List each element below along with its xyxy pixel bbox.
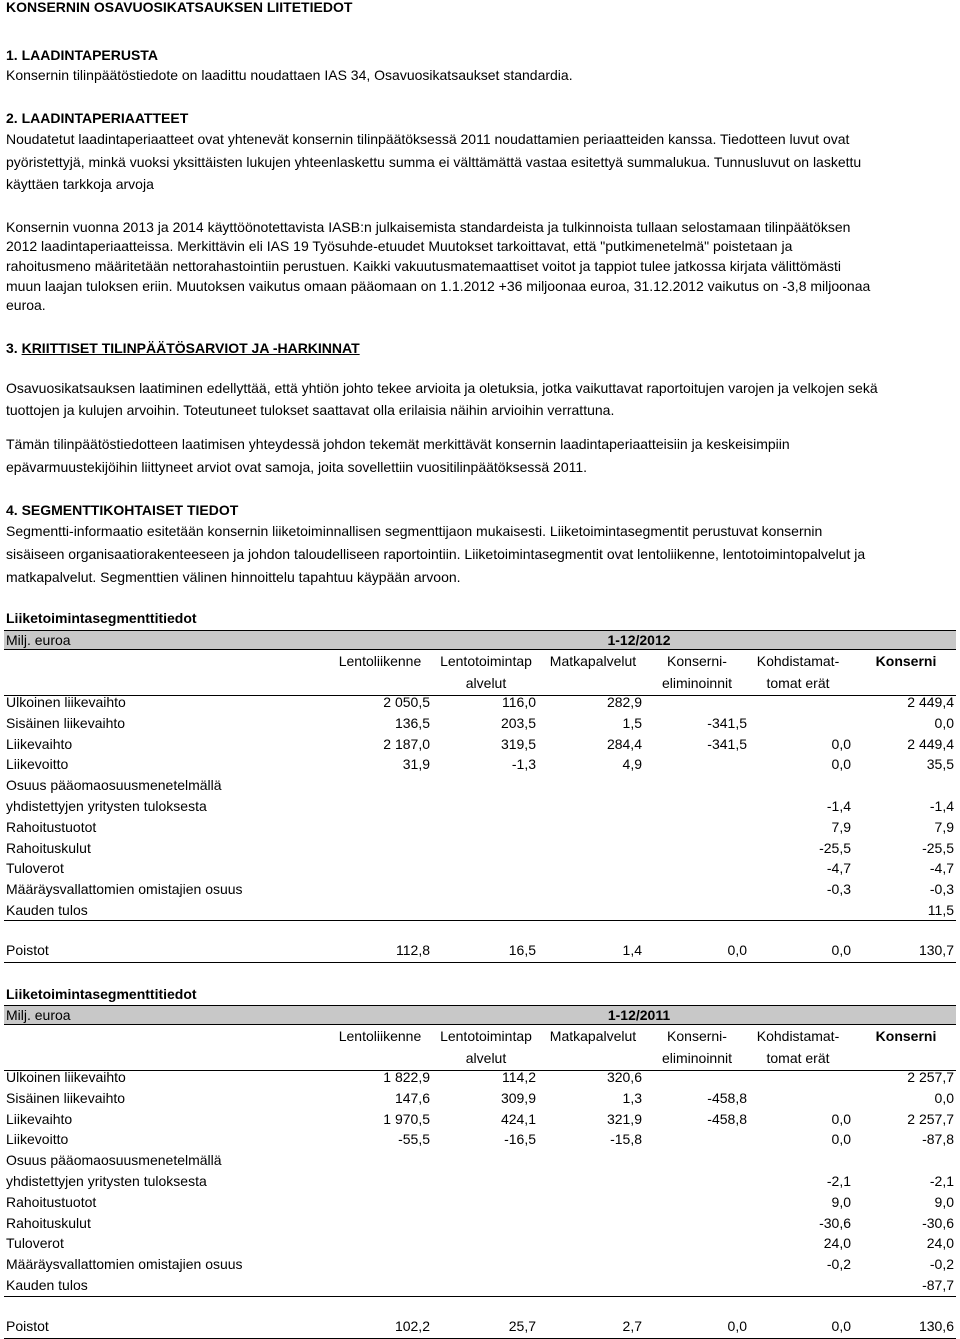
table-cell: 2 257,7: [907, 1110, 954, 1127]
table-cell: 24,0: [823, 1235, 851, 1252]
table-row: [4, 1131, 956, 1152]
table-cell: 16,5: [508, 942, 536, 958]
row-label: Osuus pääomaosuusmenetelmällä: [6, 777, 222, 794]
table-cell: -25,5: [922, 839, 954, 856]
table-cell: -1,3: [511, 756, 536, 773]
row-label: Tuloverot: [6, 860, 64, 877]
row-label: Sisäinen liikevaihto: [6, 714, 126, 731]
section-2-text-line: muun laajan tuloksen eriin. Muutoksen vaikutus omaan pääomaan on 1.1.2012 +36 miljoonaa euroa, 31.12.2012 vaikutus on -3,8 miljoonaa: [6, 278, 871, 294]
section-2-heading: 2. LAADINTAPERIAATTEET: [6, 110, 189, 126]
row-label: Liikevaihto: [6, 735, 73, 752]
period-label: 1-12/2011: [607, 1007, 671, 1023]
table-cell: -341,5: [707, 735, 747, 752]
table-cell: 0,0: [831, 1318, 851, 1334]
table-cell: 114,2: [502, 1069, 536, 1085]
table-cell: 4,9: [622, 756, 642, 773]
table-cell: 130,7: [918, 942, 954, 958]
table-row: [4, 1069, 956, 1090]
section-2-text-line: Noudatetut laadintaperiaatteet ovat yhtenevät konsernin tilinpäätöksessä 2011 noudattamien periaatteiden kanssa. Tiedotteen luvut ovat: [6, 131, 850, 147]
table-cell: -4,7: [826, 860, 851, 877]
table-row: [4, 881, 956, 902]
section-2-text-line: rahoitusmeno määritetään nettorahastointiin perustuen. Kaikki vakuutusmatemaattiset voitot ja tappiot tulee jatkossa kirjata välittömästi: [6, 258, 841, 274]
column-header-lentotoimintapalvelut: Lentotoimintap: [440, 1028, 532, 1044]
table-cell: 320,6: [606, 1069, 642, 1085]
column-header-eliminoinnit-2: eliminoinnit: [661, 675, 733, 691]
table-cell: 321,9: [606, 1110, 642, 1127]
table-cell: 0,0: [727, 1318, 747, 1334]
table-cell: 31,9: [402, 756, 430, 773]
table-cell: 0,0: [831, 756, 851, 773]
section-1-heading: 1. LAADINTAPERUSTA: [6, 47, 158, 63]
table-cell: 0,0: [934, 1089, 954, 1106]
row-label: Poistot: [6, 942, 49, 958]
table-cell: 2 449,4: [907, 735, 954, 752]
section-1-text: Konsernin tilinpäätöstiedote on laadittu noudattaen IAS 34, Osavuosikatsaukset standardia.: [6, 67, 573, 83]
table-cell: 136,5: [394, 714, 430, 731]
table-title: Liiketoimintasegmenttitiedot: [6, 610, 197, 626]
divider-line: [4, 1296, 956, 1297]
table-row: [4, 736, 956, 757]
table-header-bar: [4, 630, 956, 650]
table-cell: 282,9: [606, 694, 642, 710]
table-cell: -0,3: [929, 881, 954, 898]
table-cell: 0,0: [831, 735, 851, 752]
table-cell: -1,4: [826, 798, 851, 814]
table-cell: -87,8: [922, 1131, 954, 1148]
row-label: Määräysvallattomien omistajien osuus: [6, 881, 243, 898]
section-2-text-line: euroa.: [6, 297, 46, 313]
table-cell: -15,8: [610, 1131, 642, 1148]
table-title: Liiketoimintasegmenttitiedot: [6, 986, 197, 1002]
document-title: KONSERNIN OSAVUOSIKATSAUKSEN LIITETIEDOT: [6, 0, 353, 15]
section-4-heading: 4. SEGMENTTIKOHTAISET TIEDOT: [6, 502, 239, 518]
table-cell: 9,0: [934, 1193, 954, 1210]
table-cell: 2 257,7: [907, 1069, 954, 1085]
table-cell: -16,5: [504, 1131, 536, 1148]
table-cell: 35,5: [926, 756, 954, 773]
divider-line: [4, 962, 956, 963]
row-label: yhdistettyjen yritysten tuloksesta: [6, 1173, 207, 1189]
column-header-matkapalvelut: Matkapalvelut: [549, 653, 637, 669]
table-row: [4, 1152, 956, 1173]
row-label: Rahoituskulut: [6, 1214, 91, 1231]
unit-label: Milj. euroa: [6, 632, 71, 648]
table-cell: 0,0: [831, 1131, 851, 1148]
column-header-kohdistamattomat-2: tomat erät: [766, 675, 830, 691]
table-row-poistot: [4, 942, 956, 963]
section-2-text-line: pyöristettyjä, minkä vuoksi yksittäisten lukujen yhteenlaskettu summa ei välttämättä vastaa esitettyä summalukua. Tunnusluvut on laskettu: [6, 154, 862, 170]
table-row: [4, 777, 956, 798]
table-cell: 11,5: [927, 902, 954, 918]
period-label: 1-12/2012: [607, 632, 671, 648]
table-row: [4, 715, 956, 736]
table-row: [4, 819, 956, 840]
table-cell: -25,5: [819, 839, 851, 856]
row-label: Kauden tulos: [6, 1277, 88, 1293]
table-row: [4, 860, 956, 881]
table-row-poistot: [4, 1318, 956, 1339]
table-cell: 284,4: [606, 735, 642, 752]
section-3-text-line: Osavuosikatsauksen laatiminen edellyttää, että yhtiön johto tekee arvioita ja oletuksia, jotka vaikuttavat raportoitujen varojen ja velkojen sekä: [6, 380, 878, 396]
row-label: yhdistettyjen yritysten tuloksesta: [6, 798, 207, 814]
table-cell: -0,2: [929, 1256, 954, 1273]
row-label: Liikevoitto: [6, 1131, 69, 1148]
section-2-text-line: Konsernin vuonna 2013 ja 2014 käyttöönotettavista IASB:n julkaisemista standardeista ja tulkinnoista tullaan selostamaan tilinpäätöksen: [6, 219, 851, 235]
section-4-text-line: Segmentti-informaatio esitetään konsernin liiketoiminnallisen segmenttijaon mukaisesti. Liiketoimintasegmentit perustuvat konsernin: [6, 523, 823, 539]
section-3-heading: [6, 338, 360, 358]
table-cell: -0,3: [826, 881, 851, 898]
row-label: Liikevoitto: [6, 756, 69, 773]
column-header-konserni: Konserni: [875, 1028, 937, 1044]
table-cell: 309,9: [500, 1089, 536, 1106]
table-cell: -2,1: [929, 1173, 954, 1189]
table-cell: 0,0: [727, 942, 747, 958]
row-label: Rahoituskulut: [6, 839, 91, 856]
table-cell: -55,5: [398, 1131, 430, 1148]
table-cell: -4,7: [929, 860, 954, 877]
row-label: Liikevaihto: [6, 1110, 73, 1127]
row-label: Sisäinen liikevaihto: [6, 1089, 126, 1106]
table-cell: 1 822,9: [383, 1069, 430, 1085]
table-cell: 2 449,4: [907, 694, 954, 710]
table-row: [4, 840, 956, 861]
section-4-text-line: sisäiseen organisaatiorakenteeseen ja johdon taloudelliseen raportointiin. Liiketoimintasegmentit ovat lentoliikenne, lentotoimintopalvelut ja: [6, 546, 866, 562]
table-cell: -2,1: [826, 1173, 851, 1189]
row-label: Osuus pääomaosuusmenetelmällä: [6, 1152, 222, 1169]
row-label: Rahoitustuotot: [6, 818, 97, 835]
table-cell: 203,5: [500, 714, 536, 731]
row-label: Tuloverot: [6, 1235, 64, 1252]
table-row: [4, 756, 956, 777]
table-cell: 1,4: [622, 942, 642, 958]
table-cell: 2 050,5: [383, 694, 430, 710]
table-row: [4, 1235, 956, 1256]
column-header-eliminoinnit: Konserni-: [667, 1028, 727, 1044]
table-cell: 0,0: [831, 942, 851, 958]
table-cell: 319,5: [500, 735, 536, 752]
column-header-lentotoimintapalvelut-2: alvelut: [465, 1050, 507, 1066]
table-cell: -30,6: [819, 1214, 851, 1231]
table-cell: 1 970,5: [383, 1110, 430, 1127]
table-cell: 112,8: [396, 942, 430, 958]
section-4-text-line: matkapalvelut. Segmenttien välinen hinnoittelu tapahtuu käypään arvoon.: [6, 569, 461, 585]
row-label: Rahoitustuotot: [6, 1193, 97, 1210]
table-cell: -458,8: [707, 1110, 747, 1127]
table-cell: 2,7: [622, 1318, 642, 1334]
row-label: Määräysvallattomien omistajien osuus: [6, 1256, 243, 1273]
table-row: [4, 694, 956, 715]
row-label: Ulkoinen liikevaihto: [6, 1069, 126, 1085]
table-cell: 2 187,0: [383, 735, 430, 752]
table-row: [4, 1173, 956, 1194]
column-header-eliminoinnit: Konserni-: [667, 653, 727, 669]
column-header-eliminoinnit-2: eliminoinnit: [661, 1050, 733, 1066]
column-header-kohdistamattomat: Kohdistamat-: [756, 1028, 840, 1044]
column-header-lentoliikenne: Lentoliikenne: [338, 1028, 422, 1044]
column-header-lentoliikenne: Lentoliikenne: [338, 653, 422, 669]
table-header-bar: [4, 1005, 956, 1025]
section-3-text-line: tuottojen ja kulujen arvoihin. Toteutuneet tulokset saattavat olla erilaisia näihin arvioihin verrattuna.: [6, 402, 615, 418]
table-cell: 130,6: [918, 1318, 954, 1334]
section-3-text-line: Tämän tilinpäätöstiedotteen laatimisen yhteydessä johdon tekemät merkittävät konsernin laadintaperiaatteisiin ja keskeisimpiin: [6, 436, 790, 452]
table-cell: 7,9: [831, 818, 851, 835]
table-cell: 24,0: [926, 1235, 954, 1252]
table-row: [4, 1277, 956, 1298]
table-cell: -341,5: [707, 714, 747, 731]
table-cell: -1,4: [929, 798, 954, 814]
unit-label: Milj. euroa: [6, 1007, 71, 1023]
table-cell: -30,6: [922, 1214, 954, 1231]
table-cell: 1,5: [622, 714, 642, 731]
section-3-text-line: epävarmuustekijöihin liittyneet arviot ovat samoja, joita sovellettiin vuositilinpäätöksessä 2011.: [6, 459, 588, 475]
table-row: [4, 1256, 956, 1277]
table-cell: 1,3: [622, 1089, 642, 1106]
table-row: [4, 1111, 956, 1132]
section-3-number: 3.: [6, 340, 18, 356]
column-header-konserni: Konserni: [875, 653, 937, 669]
column-header-lentotoimintapalvelut-2: alvelut: [465, 675, 507, 691]
divider-line: [4, 920, 956, 921]
section-3-title: KRIITTISET TILINPÄÄTÖSARVIOT JA -HARKINNAT: [21, 340, 360, 356]
table-cell: 0,0: [934, 714, 954, 731]
table-cell: -87,7: [922, 1277, 954, 1293]
table-cell: 424,1: [500, 1110, 536, 1127]
table-row: [4, 798, 956, 819]
table-cell: -0,2: [826, 1256, 851, 1273]
table-cell: 147,6: [394, 1089, 430, 1106]
column-header-kohdistamattomat-2: tomat erät: [766, 1050, 830, 1066]
table-cell: 25,7: [508, 1318, 536, 1334]
table-cell: 9,0: [831, 1193, 851, 1210]
table-row: [4, 1194, 956, 1215]
column-header-matkapalvelut: Matkapalvelut: [549, 1028, 637, 1044]
table-cell: -458,8: [707, 1089, 747, 1106]
table-row: [4, 1215, 956, 1236]
column-header-kohdistamattomat: Kohdistamat-: [756, 653, 840, 669]
section-2-text-line: 2012 laadintaperiaatteissa. Merkittävin eli IAS 19 Työsuhde-etuudet Muutokset tarkoittavat, että "putkimenetelmä" poistetaan ja: [6, 238, 793, 254]
table-cell: 116,0: [502, 694, 536, 710]
row-label: Kauden tulos: [6, 902, 88, 918]
row-label: Poistot: [6, 1318, 49, 1334]
column-header-lentotoimintapalvelut: Lentotoimintap: [440, 653, 532, 669]
table-cell: 7,9: [934, 818, 954, 835]
table-cell: 102,2: [394, 1318, 430, 1334]
section-2-text-line: käyttäen tarkkoja arvoja: [6, 176, 154, 192]
row-label: Ulkoinen liikevaihto: [6, 694, 126, 710]
table-cell: 0,0: [831, 1110, 851, 1127]
table-row: [4, 1090, 956, 1111]
